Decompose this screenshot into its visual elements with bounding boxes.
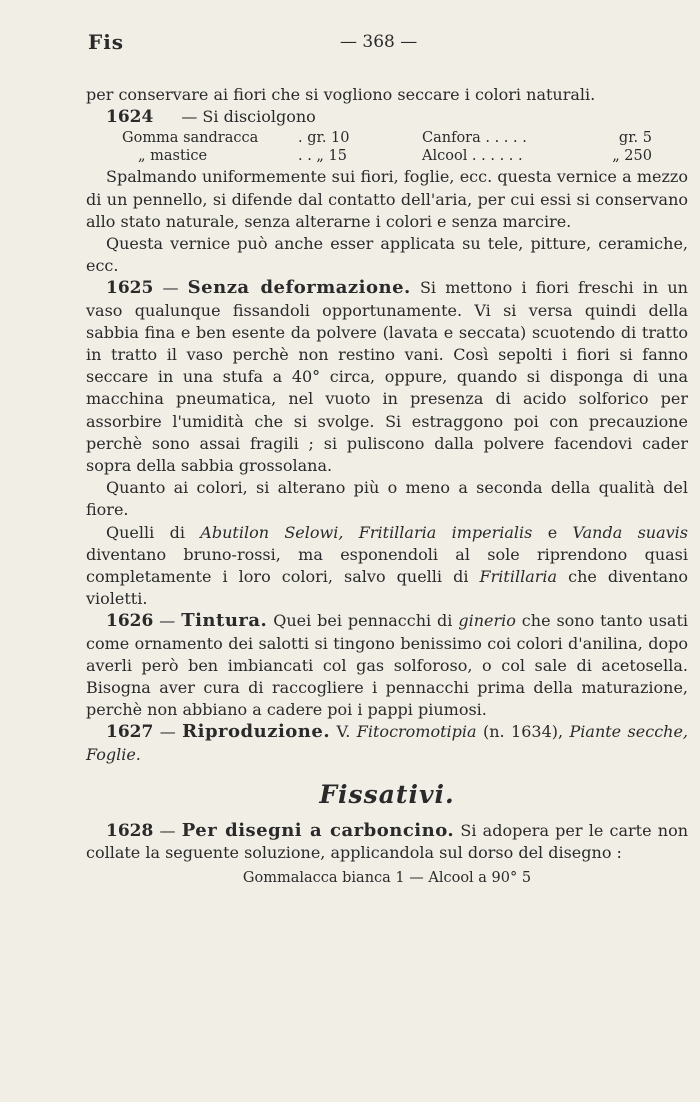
- paragraph: Spalmando uniformemente sui fiori, foglie, ecc. questa vernice a mezzo di un pennello, si difende dal contatto dell'aria, per cui essi si conservano allo stato naturale, senza alterarne i colori e senza marcire.: [86, 167, 688, 231]
- species-name: Abutilon Selowi, Fritillaria imperialis: [200, 522, 533, 542]
- running-head: Fis: [88, 30, 125, 54]
- recipe-table: [122, 129, 652, 165]
- entry-1626: [86, 610, 688, 721]
- text: e: [532, 522, 573, 542]
- text: che diventano violetti.: [86, 567, 689, 609]
- dash: —: [153, 278, 188, 298]
- ingredient: Canfora . . . . .: [422, 130, 527, 147]
- entry-number: 1625: [106, 278, 154, 299]
- paragraph: [86, 522, 688, 611]
- entry-1625: [86, 277, 688, 477]
- entry-text: V.: [330, 722, 357, 742]
- species-name: Vanda suavis: [572, 522, 689, 542]
- paragraph: Questa vernice può anche esser applicata su tele, pitture, ceramiche, ecc.: [86, 234, 688, 276]
- ingredient: „ mastice: [138, 148, 208, 165]
- entry-text: — Si disciolgono: [181, 107, 316, 127]
- table-row: [122, 147, 652, 165]
- ingredient: Alcool . . . . . .: [422, 148, 523, 165]
- section-title: Fissativi.: [319, 779, 455, 809]
- page-body: [86, 84, 688, 889]
- dash: —: [153, 821, 182, 841]
- ingredient: Gomma sandracca: [122, 130, 259, 147]
- entry-text: Si mettono i fiori freschi in un vaso qualunque fissandoli opportunamente. Vi si versa quindi della sabbia fina e ben esente da polvere (lavata e seccata) scuotendo di tratto in tratto il vaso perchè non restino vani. Così sepolti i fiori si fanno seccare in una stufa a 40° circa, oppure, quando si disponga di una macchina pneumatica, nel vuoto in presenza di acido solforico per assorbire l'umidità che si svolge. Si estraggono poi con precauzione perchè sono assai fragili ; si puliscono dalla polvere facendovi cader sopra della sabbia grossolana.: [86, 278, 688, 476]
- cross-reference: Fitocromotipia: [356, 722, 477, 742]
- entry-text: Quei bei pennacchi di: [267, 611, 459, 631]
- page-header: [88, 30, 688, 60]
- formula: Gommalacca bianca 1 — Alcool a 90° 5: [242, 869, 532, 886]
- entry-1624-header: [86, 106, 688, 128]
- entry-1627: [86, 721, 688, 765]
- entry-number: 1627: [106, 722, 154, 743]
- entry-title: Senza deformazione.: [187, 277, 411, 299]
- dash: —: [153, 611, 182, 631]
- dash: —: [153, 722, 183, 742]
- entry-text: Si adopera per le carte non collate la seguente soluzione, applicandola sul dorso del disegno :: [86, 821, 689, 863]
- species-name: Fritillaria: [479, 567, 558, 587]
- quantity: „ 250: [612, 148, 652, 165]
- paragraph: Quanto ai colori, si alterano più o meno a seconda della qualità del fiore.: [86, 478, 688, 520]
- table-row: [122, 129, 652, 147]
- intro-line: per conservare ai fiori che si vogliono seccare i colori naturali.: [86, 85, 596, 104]
- page-number: — 368 —: [340, 32, 418, 52]
- italic-term: ginerio: [458, 611, 516, 631]
- text: diventano bruno-rossi, ma esponendoli al sole riprendono quasi completamente i loro colori, salvo quelli di: [86, 544, 688, 587]
- entry-title: Per disegni a carboncino.: [181, 820, 455, 842]
- entry-number: 1624: [106, 107, 154, 128]
- cross-reference: Piante secche, Foglie.: [86, 722, 689, 764]
- entry-title: Riproduzione.: [182, 721, 331, 743]
- entry-text: che sono tanto usati come ornamento dei salotti si tingono benissimo coi colori d'anilina, dopo averli però ben imbiancati col gas solforoso, o col sale di acetosella. Bisogna aver cura di raccogliere i pennacchi prima della maturazione, perchè non abbiano a cadere poi i pappi piumosi.: [86, 611, 689, 720]
- quantity: . gr. 10: [298, 130, 350, 147]
- entry-text: (n. 1634),: [476, 722, 570, 742]
- entry-1628: [86, 820, 688, 864]
- entry-number: 1628: [106, 821, 154, 842]
- entry-title: Tintura.: [181, 610, 268, 632]
- text: Quelli di: [106, 522, 201, 542]
- entry-number: 1626: [106, 611, 154, 632]
- quantity: gr. 5: [618, 130, 652, 147]
- quantity: . . „ 15: [298, 148, 348, 165]
